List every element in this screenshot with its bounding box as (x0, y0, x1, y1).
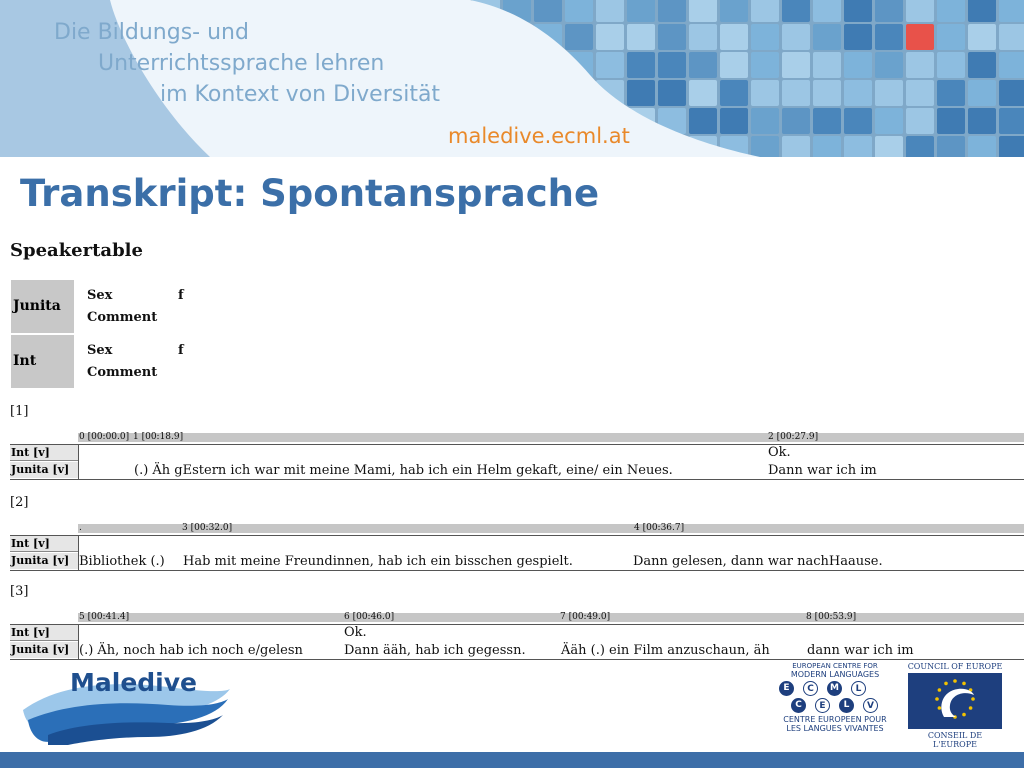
utterance-junita: (.) Äh, noch hab ich noch e/gelesn (79, 643, 303, 658)
timeline-tick: 3 [00:32.0] (182, 523, 233, 533)
flag-star (962, 713, 966, 717)
tier-label-int: Int [v] (10, 625, 78, 641)
page-title: Transkript: Spontansprache (20, 172, 600, 215)
tier-label-junita: Junita [v] (10, 553, 78, 569)
timeline-tick: . (79, 523, 82, 533)
flag-star (938, 706, 942, 710)
ecml-circle-letter: M (827, 681, 842, 696)
ecml-line-1: EUROPEAN CENTRE FOR (792, 662, 878, 670)
timeline-tick: 8 [00:53.9] (806, 612, 857, 622)
tier-divider (78, 445, 79, 479)
utterance-int: Ok. (768, 445, 791, 460)
flag-star (962, 682, 966, 686)
speaker-junita-sex-value: f (178, 288, 184, 303)
transcript-row-box (10, 624, 1024, 660)
utterance-junita: Bibliothek (.) (79, 554, 165, 569)
block-number: [3] (10, 584, 29, 599)
tier-label-junita: Junita [v] (10, 462, 78, 478)
tier-label-junita: Junita [v] (10, 642, 78, 658)
utterance-junita: Dann ääh, hab ich gegessn. (344, 643, 526, 658)
block-number: [1] (10, 404, 29, 419)
header-line-2: Unterrichtssprache lehren (98, 51, 385, 76)
utterance-junita: Ääh (.) ein Film anzuschaun, äh (561, 643, 770, 658)
flag-star (935, 697, 939, 701)
transcript-row-box (10, 535, 1024, 571)
speaker-int-comment-label: Comment (87, 365, 158, 380)
coe-flag-icon (908, 673, 1002, 729)
flag-star (969, 706, 973, 710)
utterance-junita: Hab mit meine Freundinnen, hab ich ein bisschen gespielt. (183, 554, 573, 569)
ecml-circle-letter: E (779, 681, 794, 696)
flag-star (944, 682, 948, 686)
utterance-junita: dann war ich im (807, 643, 914, 658)
coe-bottom-text: CONSEIL DE L'EUROPE (927, 731, 983, 749)
header-line-3: im Kontext von Diversität (160, 82, 441, 107)
timeline-tick: 2 [00:27.9] (768, 432, 819, 442)
tier-label-int: Int [v] (10, 536, 78, 552)
utterance-junita: Dann gelesen, dann war nachHaause. (633, 554, 883, 569)
ecml-circle-letter: L (851, 681, 866, 696)
header-line-1: Die Bildungs- und (54, 20, 249, 45)
header-banner (0, 0, 1024, 157)
timeline-bar (78, 433, 1024, 442)
transcript-row-box (10, 444, 1024, 480)
timeline-tick: 7 [00:49.0] (560, 612, 611, 622)
utterance-int: Ok. (344, 625, 367, 640)
speaker-int-sex-label: Sex (87, 343, 113, 358)
flag-star (971, 697, 975, 701)
speaker-int-name: Int (11, 335, 74, 388)
speakertable-heading: Speakertable (10, 240, 143, 261)
ecml-circle-letter: L (839, 698, 854, 713)
maledive-logo-text: Maledive (70, 668, 197, 697)
timeline-bar (78, 524, 1024, 533)
ecml-circles (775, 680, 895, 714)
ecml-circle-letter: C (791, 698, 806, 713)
speaker-junita-comment-label: Comment (87, 310, 158, 325)
council-of-europe-logo (905, 662, 1005, 749)
ecml-line-2: MODERN LANGUAGES (790, 670, 880, 679)
tier-label-int: Int [v] (10, 445, 78, 461)
coe-top-text: COUNCIL OF EUROPE (907, 662, 1003, 671)
ecml-circle-letter: E (815, 698, 830, 713)
timeline-tick: 5 [00:41.4] (79, 612, 130, 622)
ecml-line-3: CENTRE EUROPEEN POUR (783, 715, 887, 724)
timeline-tick: 0 [00:00.0] (79, 432, 130, 442)
block-number: [2] (10, 495, 29, 510)
ecml-circle-letter: V (863, 698, 878, 713)
flag-star (953, 679, 957, 683)
utterance-junita: Dann war ich im (768, 463, 877, 478)
ecml-logo (775, 662, 895, 742)
footer-bar (0, 752, 1024, 768)
ecml-circle-letter: C (803, 681, 818, 696)
timeline-tick: 4 [00:36.7] (634, 523, 685, 533)
ecml-line-4: LES LANGUES VIVANTES (786, 724, 884, 733)
speaker-junita-sex-label: Sex (87, 288, 113, 303)
header-url-link[interactable]: maledive.ecml.at (448, 124, 630, 148)
timeline-tick: 1 [00:18.9] (133, 432, 184, 442)
speaker-int-sex-value: f (178, 343, 184, 358)
speaker-junita-name: Junita (11, 280, 74, 333)
utterance-junita: (.) Äh gEstern ich war mit meine Mami, hab ich ein Helm gekaft, eine/ ein Neues. (134, 463, 673, 478)
flag-star (938, 688, 942, 692)
timeline-tick: 6 [00:46.0] (344, 612, 395, 622)
timeline-bar (78, 613, 1024, 622)
